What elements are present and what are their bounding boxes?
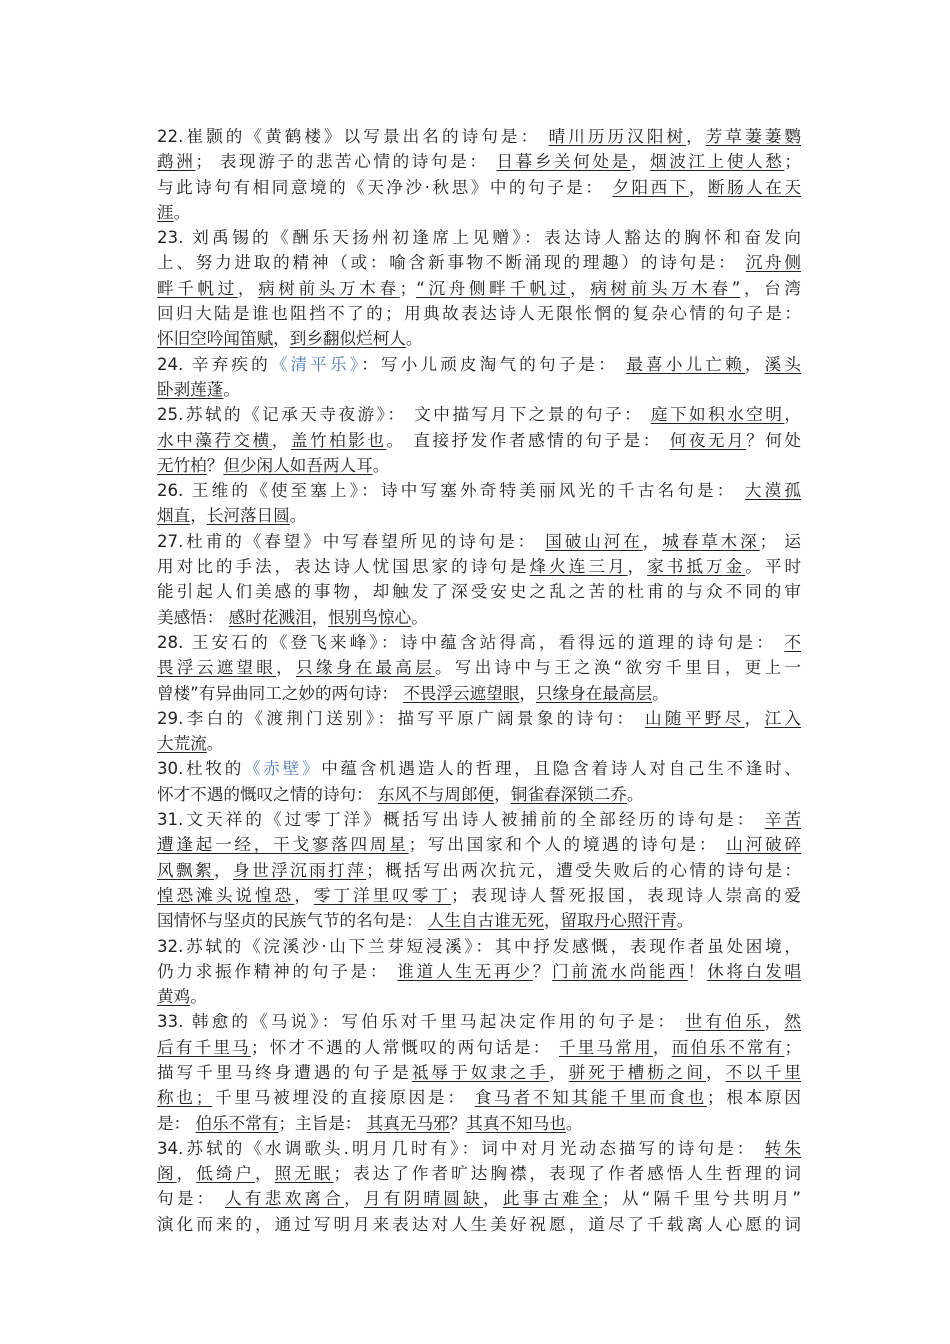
body-text: 国情怀与坚贞的民族气节的名句是： <box>157 911 428 931</box>
answer-text: 晴川历历汉阳树 <box>548 127 687 146</box>
body-text: ；表现诗人誓死报国，表现诗人崇高的爱 <box>451 885 802 905</box>
body-text: 曾楼”有异曲同工之妙的两句诗： <box>157 683 404 703</box>
text-line <box>157 883 801 908</box>
text-line <box>157 1161 801 1186</box>
answer-text: 惶恐滩头说惶恐 <box>157 885 295 905</box>
answer-text: 但少闲人如吾两人耳 <box>223 455 373 475</box>
body-text: ， <box>237 278 259 298</box>
body-text: ， <box>271 430 291 450</box>
answer-text: 大荒流 <box>157 734 207 754</box>
body-text: 用对比的手法，表达诗人忧国思家的诗句是 <box>157 557 530 577</box>
body-text: ； <box>784 152 802 172</box>
answer-text: 无竹柏 <box>157 455 207 475</box>
body-text: 仍力求振作精神的句子是： <box>157 961 398 981</box>
body-text: 怀才不遇的慨叹之情的诗句： <box>157 784 378 804</box>
body-text: 24. 辛弃疾的 <box>157 354 271 374</box>
answer-text: 长河落日圆 <box>206 506 290 526</box>
answer-text: 感时花溅泪 <box>228 607 312 627</box>
body-text: 。 <box>411 607 428 627</box>
body-text: ， <box>630 152 651 172</box>
body-text: ，台湾 <box>740 278 801 298</box>
answer-text: 山随平野尽 <box>645 708 745 728</box>
body-text: 演化而来的，通过写明月来表达对人生美好祝愿，道尽了千载离人心愿的词 <box>157 1214 801 1234</box>
body-text: ？ <box>532 961 553 981</box>
body-text: 。 <box>173 202 191 222</box>
answer-text: 祗辱于奴隶之手 <box>411 1062 550 1082</box>
answer-text: 烟直 <box>157 506 191 526</box>
body-text: ； 表现游子的悲苦心情的诗句是： <box>195 152 497 172</box>
body-text: ， <box>344 1189 364 1209</box>
answer-text: 称也； <box>157 1088 213 1108</box>
body-text: 30.杜牧的 <box>157 759 244 779</box>
body-text: ， <box>688 177 708 197</box>
answer-text: 家书抵万金 <box>647 557 746 577</box>
body-text: 。 <box>223 379 240 399</box>
body-text: ？ <box>449 1113 467 1133</box>
text-line <box>157 1009 801 1034</box>
text-line <box>157 503 801 528</box>
body-text: 31.文天祥的《过零丁洋》概括写出诗人被捕前的全部经历的诗句是： <box>157 810 765 830</box>
title-link[interactable]: 《清平乐》 <box>270 354 362 374</box>
body-text: ；概括写出两次抗元，遭受失败后的心情的诗句是： <box>366 860 802 880</box>
answer-text: 涯 <box>157 202 174 222</box>
text-line <box>157 428 801 453</box>
text-line <box>157 124 801 149</box>
answer-text: 此事古难全 <box>502 1189 603 1209</box>
body-text: ， <box>276 658 296 678</box>
answer-text: 庭下如积水空明 <box>650 405 785 425</box>
body-text: ；怀才不遇的人常慨叹的两句话是： <box>250 1037 559 1057</box>
answer-text: 卧剥莲蓬 <box>157 379 224 399</box>
answer-text: “沉舟侧畔千帆过 <box>416 278 570 298</box>
body-text: 。 <box>190 987 207 1007</box>
answer-text: 日暮乡关何处是 <box>496 152 631 172</box>
body-text: ， <box>764 1012 785 1032</box>
answer-text: 病树前头万木春” <box>590 278 741 298</box>
answer-text: 不畏浮云遮望眼 <box>403 683 520 703</box>
answer-text: 不 <box>784 632 801 652</box>
body-text: ？ <box>206 455 224 475</box>
body-text: 22.崔颢的《黄鹤楼》以写景出名的诗句是： <box>157 127 549 146</box>
body-text: 美感悟： <box>157 607 229 627</box>
text-line <box>157 832 801 857</box>
body-text: 29.李白的《渡荆门送别》：描写平原广阔景象的诗句： <box>157 708 646 728</box>
body-text: 。 <box>206 734 224 754</box>
body-text: ， <box>273 329 290 349</box>
answer-text: 烽火连三月 <box>529 557 628 577</box>
answer-text: 食马者不知其能千里而食也 <box>474 1088 707 1108</box>
text-line <box>157 1111 801 1136</box>
body-text: ， <box>214 860 234 880</box>
body-text: ； <box>399 278 417 298</box>
text-line <box>157 579 801 604</box>
body-text: ， <box>311 607 329 627</box>
body-text: ， <box>569 278 591 298</box>
body-text: ：写小儿顽皮淘气的句子是： <box>361 354 627 374</box>
body-text: ；从“隔千里兮共明月” <box>602 1189 802 1209</box>
body-text: ， <box>549 1062 569 1082</box>
answer-text: 城春草木深 <box>662 531 760 551</box>
text-line <box>157 605 801 630</box>
body-text: 。 <box>565 1113 583 1133</box>
answer-text: 国破山河在 <box>545 531 643 551</box>
body-text: 回归大陆是谁也阻挡不了的；用典故表达诗人无限怅惘的复杂心情的句子是： <box>157 304 801 324</box>
answer-text: 盖竹柏影也 <box>290 430 387 450</box>
answer-text: 而伯乐不常有 <box>671 1037 785 1057</box>
body-text: 是： <box>157 1113 196 1133</box>
answer-text: 世有伯乐 <box>685 1012 765 1032</box>
text-line <box>157 630 801 655</box>
text-line <box>157 908 801 933</box>
text-line <box>157 1035 801 1060</box>
text-line <box>157 478 801 503</box>
body-text: ， <box>294 885 314 905</box>
answer-text: 畔千帆过 <box>157 278 238 298</box>
body-text: 与此诗句有相同意境的《天净沙·秋思》中的句子是： <box>157 177 613 197</box>
answer-text: 人生自古谁无死 <box>427 911 544 931</box>
answer-text: 其真不知马也 <box>466 1113 566 1133</box>
body-text: 33. 韩愈的《马说》：写伯乐对千里马起决定作用的句子是： <box>157 1012 686 1032</box>
answer-text: 恨别鸟惊心 <box>328 607 412 627</box>
text-line <box>157 225 801 250</box>
body-text: ， <box>482 1189 503 1209</box>
text-line <box>157 984 801 1009</box>
text-line <box>157 1186 801 1211</box>
text-line <box>157 301 801 326</box>
answer-text: 千里马常用 <box>558 1037 653 1057</box>
answer-text: 门前流水尚能西 <box>552 961 688 981</box>
title-link[interactable]: 《赤壁》 <box>244 759 322 779</box>
body-text: ， <box>627 557 648 577</box>
text-line <box>157 554 801 579</box>
text-line <box>157 200 801 225</box>
body-text: ， <box>744 354 765 374</box>
answer-text: 人有悲欢离合 <box>225 1189 345 1209</box>
answer-text: 何夜无月 <box>669 430 747 450</box>
body-text: 23. 刘禹锡的《酬乐天扬州初逢席上见赠》：表达诗人豁达的胸怀和奋发向 <box>157 228 801 248</box>
body-text: 。 <box>626 784 644 804</box>
answer-text: 只缘身在最高层 <box>296 658 435 678</box>
body-text: 中蕴含机遇造人的哲理，且隐含着诗人对自己生不逢时、 <box>321 759 802 779</box>
body-text: 。 <box>676 911 694 931</box>
answer-text: 断肠人在天 <box>707 177 802 197</box>
text-line <box>157 1212 801 1237</box>
text-line <box>157 731 801 756</box>
answer-text: 不以千里 <box>725 1062 802 1082</box>
body-text: 27.杜甫的《春望》中写春望所见的诗句是： <box>157 531 546 551</box>
body-text: 26. 王维的《使至塞上》：诗中写塞外奇特美丽风光的千古名句是： <box>157 481 745 501</box>
text-line <box>157 756 801 781</box>
body-text: ；写出国家和个人的境遇的诗句是： <box>408 835 727 855</box>
body-text: 。 直接抒发作者感情的句子是： <box>386 430 670 450</box>
answer-text: 然 <box>784 1012 802 1032</box>
body-text: ， <box>686 127 706 146</box>
answer-text: 东风不与周郎便 <box>378 784 495 804</box>
answer-text: 最喜小儿亡赖 <box>626 354 745 374</box>
answer-text: 月有阴晴圆缺 <box>363 1189 483 1209</box>
answer-text: 阁 <box>157 1164 177 1184</box>
answer-text: 畏浮云遮望眼 <box>157 658 277 678</box>
text-line <box>157 377 801 402</box>
body-text: ； 运 <box>759 531 802 551</box>
text-line <box>157 453 801 478</box>
answer-text: 遭逢起一经，干戈寥落四周星 <box>157 835 409 855</box>
text-line <box>157 175 801 200</box>
body-text: 25.苏轼的《记承天寺夜游》： 文中描写月下之景的句子： <box>157 405 651 425</box>
answer-text: 身世浮沉雨打萍 <box>233 860 367 880</box>
text-line <box>157 326 801 351</box>
answer-text: 山河破碎 <box>726 835 802 855</box>
answer-text: 黄鸡 <box>157 987 191 1007</box>
body-text: ；根本原因 <box>707 1088 802 1108</box>
text-line <box>157 655 801 680</box>
text-line <box>157 529 801 554</box>
body-text: ；主旨是： <box>278 1113 367 1133</box>
body-text: 。写出诗中与王之涣“欲穷千里目，更上一 <box>435 658 802 678</box>
answer-text: 铜雀春深锁二乔 <box>510 784 627 804</box>
answer-text: 只缘身在最高层 <box>535 683 653 703</box>
body-text: ， <box>190 506 207 526</box>
answer-text: 沉舟侧 <box>745 253 801 273</box>
body-text: ， <box>744 708 765 728</box>
body-text: 句是： <box>157 1189 226 1209</box>
answer-text: 转朱 <box>764 1138 801 1158</box>
answer-text: 鹉洲 <box>157 152 196 172</box>
text-line <box>157 959 801 984</box>
answer-text: 辛苦 <box>764 810 801 830</box>
text-line <box>157 1060 801 1085</box>
body-text: 上、努力进取的精神（或：喻含新事物不断涌现的理趣）的诗句是： <box>157 253 746 273</box>
answer-text: 零丁洋里叹零丁 <box>313 885 452 905</box>
text-line <box>157 934 801 959</box>
answer-text: 伯乐不常有 <box>195 1113 279 1133</box>
body-text: ， <box>494 784 511 804</box>
body-text: 32.苏轼的《浣溪沙·山下兰芽短浸溪》：其中抒发感慨，表现作者虽处困境， <box>157 936 801 956</box>
body-text: 千里马被埋没的直接原因是： <box>212 1088 475 1108</box>
text-line <box>157 807 801 832</box>
body-text: 28. 王安石的《登飞来峰》：诗中蕴含站得高，看得远的道理的诗句是： <box>157 632 785 652</box>
text-line <box>157 149 801 174</box>
body-text: 描写千里马终身遭遇的句子是 <box>157 1062 412 1082</box>
body-text: 。 <box>652 683 669 703</box>
text-line <box>157 1085 801 1110</box>
answer-text: 水中藻荇交横 <box>157 430 272 450</box>
answer-text: 后有千里马 <box>157 1037 251 1057</box>
answer-text: 怀旧空吟闻笛赋 <box>157 329 274 349</box>
body-text: 。 <box>405 329 423 349</box>
body-text: ， <box>706 1062 726 1082</box>
body-text: 。 <box>372 455 390 475</box>
text-line <box>157 352 801 377</box>
answer-text: 其真无马邪 <box>366 1113 450 1133</box>
text-line <box>157 250 801 275</box>
answer-text: 大漠孤 <box>744 481 801 501</box>
text-line <box>157 782 801 807</box>
answer-text: 留取丹心照汗青 <box>560 911 677 931</box>
answer-text: 照无眠 <box>274 1164 334 1184</box>
text-line <box>157 1136 801 1161</box>
body-text: ， <box>543 911 561 931</box>
text-line <box>157 276 801 301</box>
body-text: 。 <box>289 506 307 526</box>
answer-text: 芳草萋萋鹦 <box>705 127 802 146</box>
answer-text: 江入 <box>764 708 802 728</box>
body-text: 。平时 <box>745 557 802 577</box>
body-text: ， <box>519 683 536 703</box>
body-text: ， <box>176 1164 197 1184</box>
text-line <box>157 681 801 706</box>
answer-text: 休将白发唱 <box>707 961 802 981</box>
body-text: ！ <box>687 961 708 981</box>
text-line <box>157 402 801 427</box>
body-text: ？何处 <box>746 430 802 450</box>
body-text: ， <box>652 1037 672 1057</box>
answer-text: 风飘絮 <box>157 860 215 880</box>
body-text: ， <box>784 405 802 425</box>
body-text: ； <box>784 1037 802 1057</box>
answer-text: 骈死于槽枥之间 <box>568 1062 706 1082</box>
document-page <box>157 124 801 1237</box>
body-text: ， <box>255 1164 275 1184</box>
answer-text: 夕阳西下 <box>612 177 689 197</box>
body-text: ；表达了作者旷达胸襟，表现了作者感悟人生哲理的词 <box>333 1164 802 1184</box>
answer-text: 低绮户 <box>196 1164 256 1184</box>
answer-text: 谁道人生无再少 <box>397 961 533 981</box>
answer-text: 溪头 <box>764 354 802 374</box>
answer-text: 病树前头万木春 <box>258 278 400 298</box>
text-line <box>157 706 801 731</box>
body-text: ， <box>642 531 663 551</box>
body-text: 34.苏轼的《水调歌头.明月几时有》：词中对月光动态描写的诗句是： <box>157 1138 765 1158</box>
text-line <box>157 858 801 883</box>
answer-text: 烟波江上使人愁 <box>650 152 785 172</box>
body-text: 能引起人们美感的事物，却触发了深受安史之乱之苦的杜甫的与众不同的审 <box>157 582 801 602</box>
answer-text: 到乡翻似烂柯人 <box>289 329 406 349</box>
